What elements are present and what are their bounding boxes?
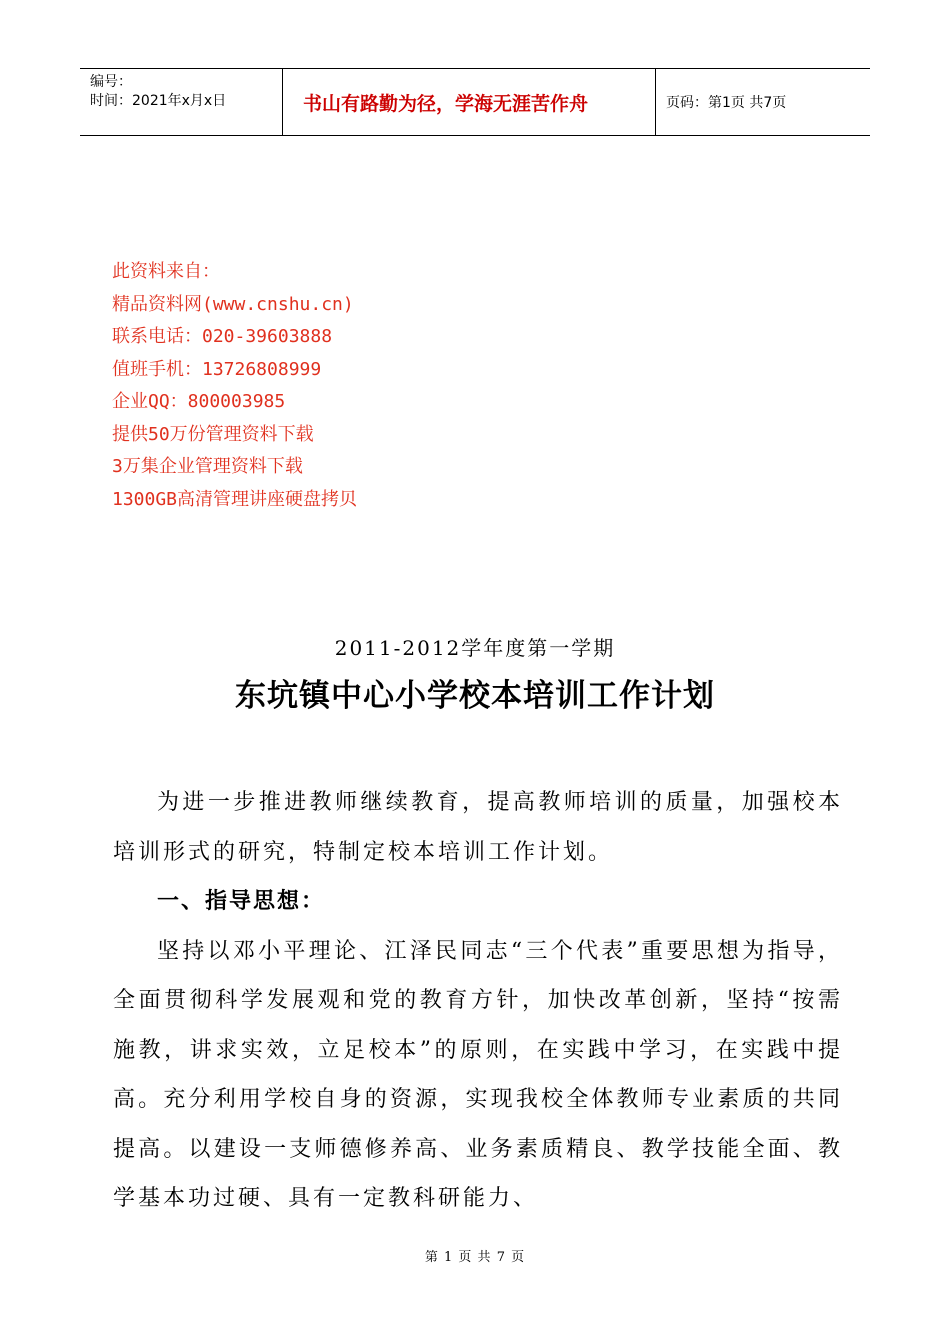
number-label: 编号：	[90, 74, 132, 90]
source-line: 3万集企业管理资料下载	[112, 456, 303, 477]
header-table	[80, 68, 870, 136]
document-body	[113, 778, 843, 1224]
source-line: 此资料来自：	[112, 261, 220, 282]
source-line: 企业QQ：800003985	[112, 391, 286, 412]
source-line: 值班手机：13726808999	[112, 358, 322, 380]
source-info-block	[112, 256, 357, 516]
source-line: 提供50万份管理资料下载	[112, 423, 314, 445]
source-line: 1300GB高清管理讲座硬盘拷贝	[112, 488, 358, 510]
source-line: 联系电话：020-39603888	[112, 326, 333, 347]
source-line[interactable]: 精品资料网(www.cnshu.cn)	[112, 293, 354, 315]
header-meta	[80, 69, 282, 135]
page-footer: 第 1 页 共 7 页	[424, 1250, 526, 1265]
section-paragraph: 坚持以邓小平理论、江泽民同志“三个代表”重要思想为指导，全面贯彻科学发展观和党的教育方针，加快改革创新，坚持“按需施教，讲求实效，立足校本”的原则，在实践中学习，在实践中提高。充分利用学校自身的资源，实现我校全体教师专业素质的共同提高。以建设一支师德修养高、业务素质精良、教学技能全面、教学基本功过硬、具有一定教科研能力、	[113, 938, 843, 1211]
header-page-number: 页码：第1页 共7页	[666, 95, 787, 111]
section-heading: 一、指导思想：	[157, 888, 326, 914]
time-label: 时间：2021年x月x日	[90, 93, 227, 109]
intro-paragraph: 为进一步推进教师继续教育，提高教师培训的质量，加强校本培训形式的研究，特制定校本培训工作计划。	[113, 790, 843, 865]
document-title: 东坑镇中心小学校本培训工作计划	[235, 678, 715, 714]
document-subtitle: 2011-2012学年度第一学期	[334, 636, 616, 660]
header-motto: 书山有路勤为径，学海无涯苦作舟	[282, 69, 656, 135]
